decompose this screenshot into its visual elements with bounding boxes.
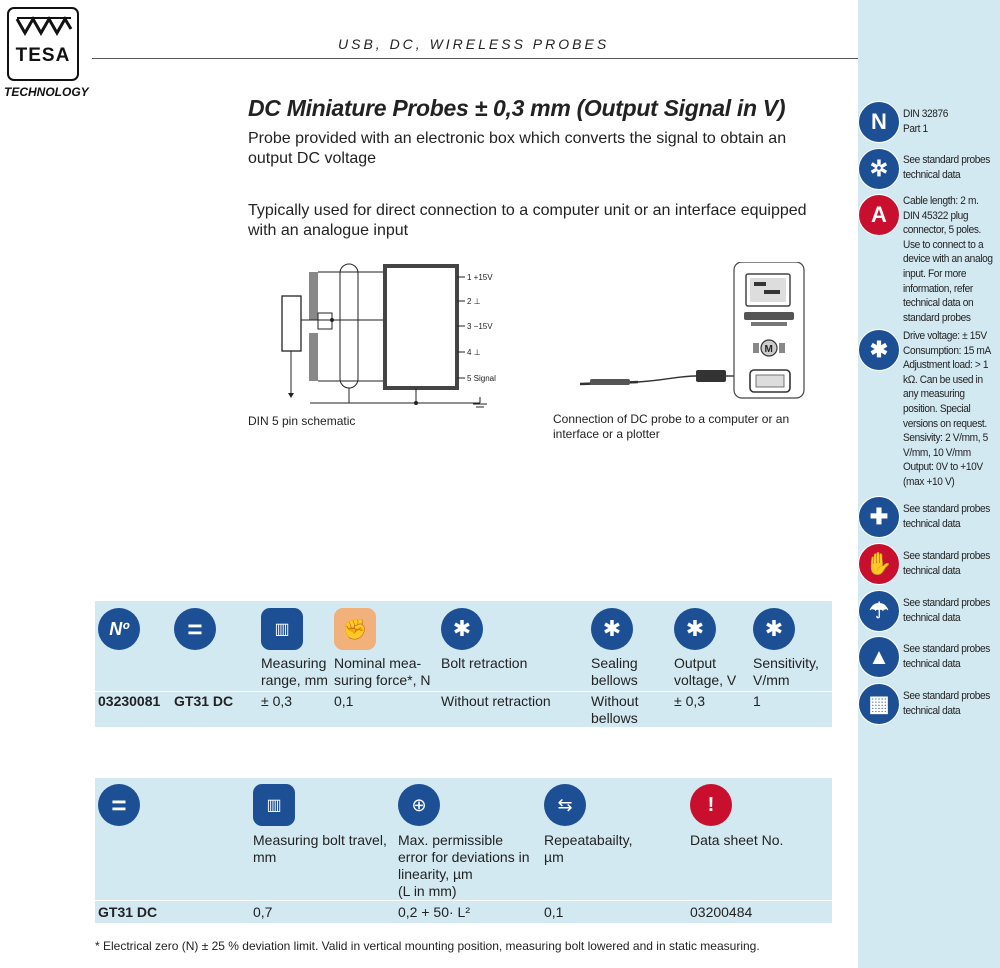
snowflake-gear-icon: ✲ [858,148,900,190]
type-designation-icon: = [174,608,216,650]
accuracy-table [95,778,832,923]
cell-output-voltage: ± 0,3 [674,693,706,709]
bottle-icon: ▲ [858,636,900,678]
hand-thermometer-icon: ✋ [858,543,900,585]
cable-connector-icon: A [858,194,900,236]
header-line: linearity, µm [398,866,473,882]
header-measuring-force [334,655,430,689]
header-sealing-bellows [591,655,638,689]
cell-measuring-range: ± 0,3 [261,693,293,709]
header-line: Data sheet No. [690,832,784,848]
bolt-retraction-icon: ✱ [441,608,483,650]
cell-linearity-error: 0,2 + 50· L² [398,904,470,920]
header-line: bellows [591,672,638,688]
probe-spec-table [95,601,832,727]
table-divider [95,691,832,692]
header-line: V/mm [753,672,790,688]
sidebar-text: See standard probes technical data [903,643,990,670]
header-data-sheet [690,832,783,849]
data-sheet-warning-icon: ! [690,784,732,826]
header-bolt-travel [253,832,387,866]
sensitivity-icon: ✱ [753,608,795,650]
svg-text:M: M [764,344,773,355]
measuring-force-icon: ✊ [334,608,376,650]
sidebar-text: See standard probes technical data [903,690,990,717]
intro-text: Probe provided with an electronic box which converts the signal to obtain an output DC voltage [248,130,787,167]
header-measuring-range [261,655,328,689]
header-output-voltage [674,655,736,689]
pin-label: 1 +15V [467,273,493,282]
sidebar-text: See standard probes technical data [903,597,990,624]
sidebar-text: Drive voltage: ± 15V Consumption: 15 mA Adjustment load: > 1 kΩ. Can be used in any measuring position. Special versions on request. Sensivity: 2 V/mm, 5 V/mm, 10 V/mm Output: 0V to +10V (max +10 V) [903,330,991,488]
header-line: mm [253,849,277,865]
sidebar-text: See standard probes technical data [903,503,990,530]
repeatability-icon: ⇆ [544,784,586,826]
header-line: Output [674,655,717,671]
header-line: Measuring [261,655,327,671]
header-line: error for deviations in [398,849,530,865]
sidebar-text: DIN 32876 Part 1 [903,108,949,135]
header-line: range, mm [261,672,328,688]
linearity-error-icon: ⊕ [398,784,440,826]
header-divider [92,58,858,59]
header-linearity-error [398,832,530,900]
logo-subtitle: TECHNOLOGY [4,85,89,99]
header-line: Measuring bolt travel, [253,832,387,848]
pin-label: 5 Signal [467,374,496,383]
logo-word: TESA [15,45,71,66]
page-title: DC Miniature Probes ± 0,3 mm (Output Signal in V) [248,95,786,121]
cell-repeatability: 0,1 [544,904,564,920]
table-divider [95,900,832,901]
header-sensitivity [753,655,819,689]
pin-label: 4 ⊥ [467,348,481,357]
header-line: Repeatabailty, [544,832,633,848]
logo-mark-icon [15,15,73,41]
schematic-caption: DIN 5 pin schematic [248,414,356,428]
header-line: Sensitivity, [753,655,819,671]
cell-sensitivity: 1 [753,693,761,709]
din-norm-icon: N [858,101,900,143]
cell-order-number: 03230081 [98,693,161,709]
connection-illustration [578,262,808,402]
header-repeatability [544,832,632,866]
order-number-icon: Nº [98,608,140,650]
header-line: (L in mm) [398,883,457,899]
pin-label: 3 −15V [467,322,493,331]
sidebar-text: See standard probes technical data [903,550,990,577]
temperature-icon: ✚ [858,496,900,538]
pin-label: 2 ⊥ [467,297,481,306]
electronic-specs-icon: ✱ [858,329,900,371]
footnote: * Electrical zero (N) ± 25 % deviation limit. Valid in vertical mounting position, measuring bolt lowered and in static measuring. [95,939,760,953]
section-title: USB, DC, WIRELESS PROBES [338,36,610,52]
measuring-range-icon: ▥ [261,608,303,650]
rain-umbrella-icon: ☂ [858,590,900,632]
sidebar [858,0,1000,968]
cell-bolt-travel: 0,7 [253,904,273,920]
tesa-logo [7,7,79,81]
header-line: suring force*, N [334,672,431,688]
din-schematic-diagram [270,258,510,414]
header-line: Sealing [591,655,638,671]
header-bolt-retraction [441,655,527,672]
connection-caption: Connection of DC probe to a computer or an interface or a plotter [553,412,790,441]
sidebar-text: Cable length: 2 m. DIN 45322 plug connector, 5 poles. Use to connect to a device with an analog input. For more information, refer technical data on standard probes [903,195,993,324]
sealing-bellows-icon: ✱ [591,608,633,650]
header-line: µm [544,849,564,865]
cell-line: bellows [591,710,638,726]
graph-icon: ▦ [858,683,900,725]
cell-measuring-force: 0,1 [334,693,354,709]
header-line: Bolt retraction [441,655,528,671]
sidebar-text: See standard probes technical data [903,154,990,181]
header-line: voltage, V [674,672,737,688]
cell-type: GT31 DC [174,693,234,709]
cell-line: Without [591,693,639,709]
header-line: Nominal mea- [334,655,422,671]
cell-type: GT31 DC [98,904,158,920]
cell-bolt-retraction: Without retraction [441,693,551,709]
cell-data-sheet: 03200484 [690,904,753,920]
usage-text: Typically used for direct connection to a computer unit or an interface equipped with an analogue input [248,202,807,239]
bolt-travel-icon: ▥ [253,784,295,826]
output-voltage-icon: ✱ [674,608,716,650]
header-line: Max. permissible [398,832,504,848]
cell-sealing-bellows [591,693,638,727]
type-designation-icon: = [98,784,140,826]
